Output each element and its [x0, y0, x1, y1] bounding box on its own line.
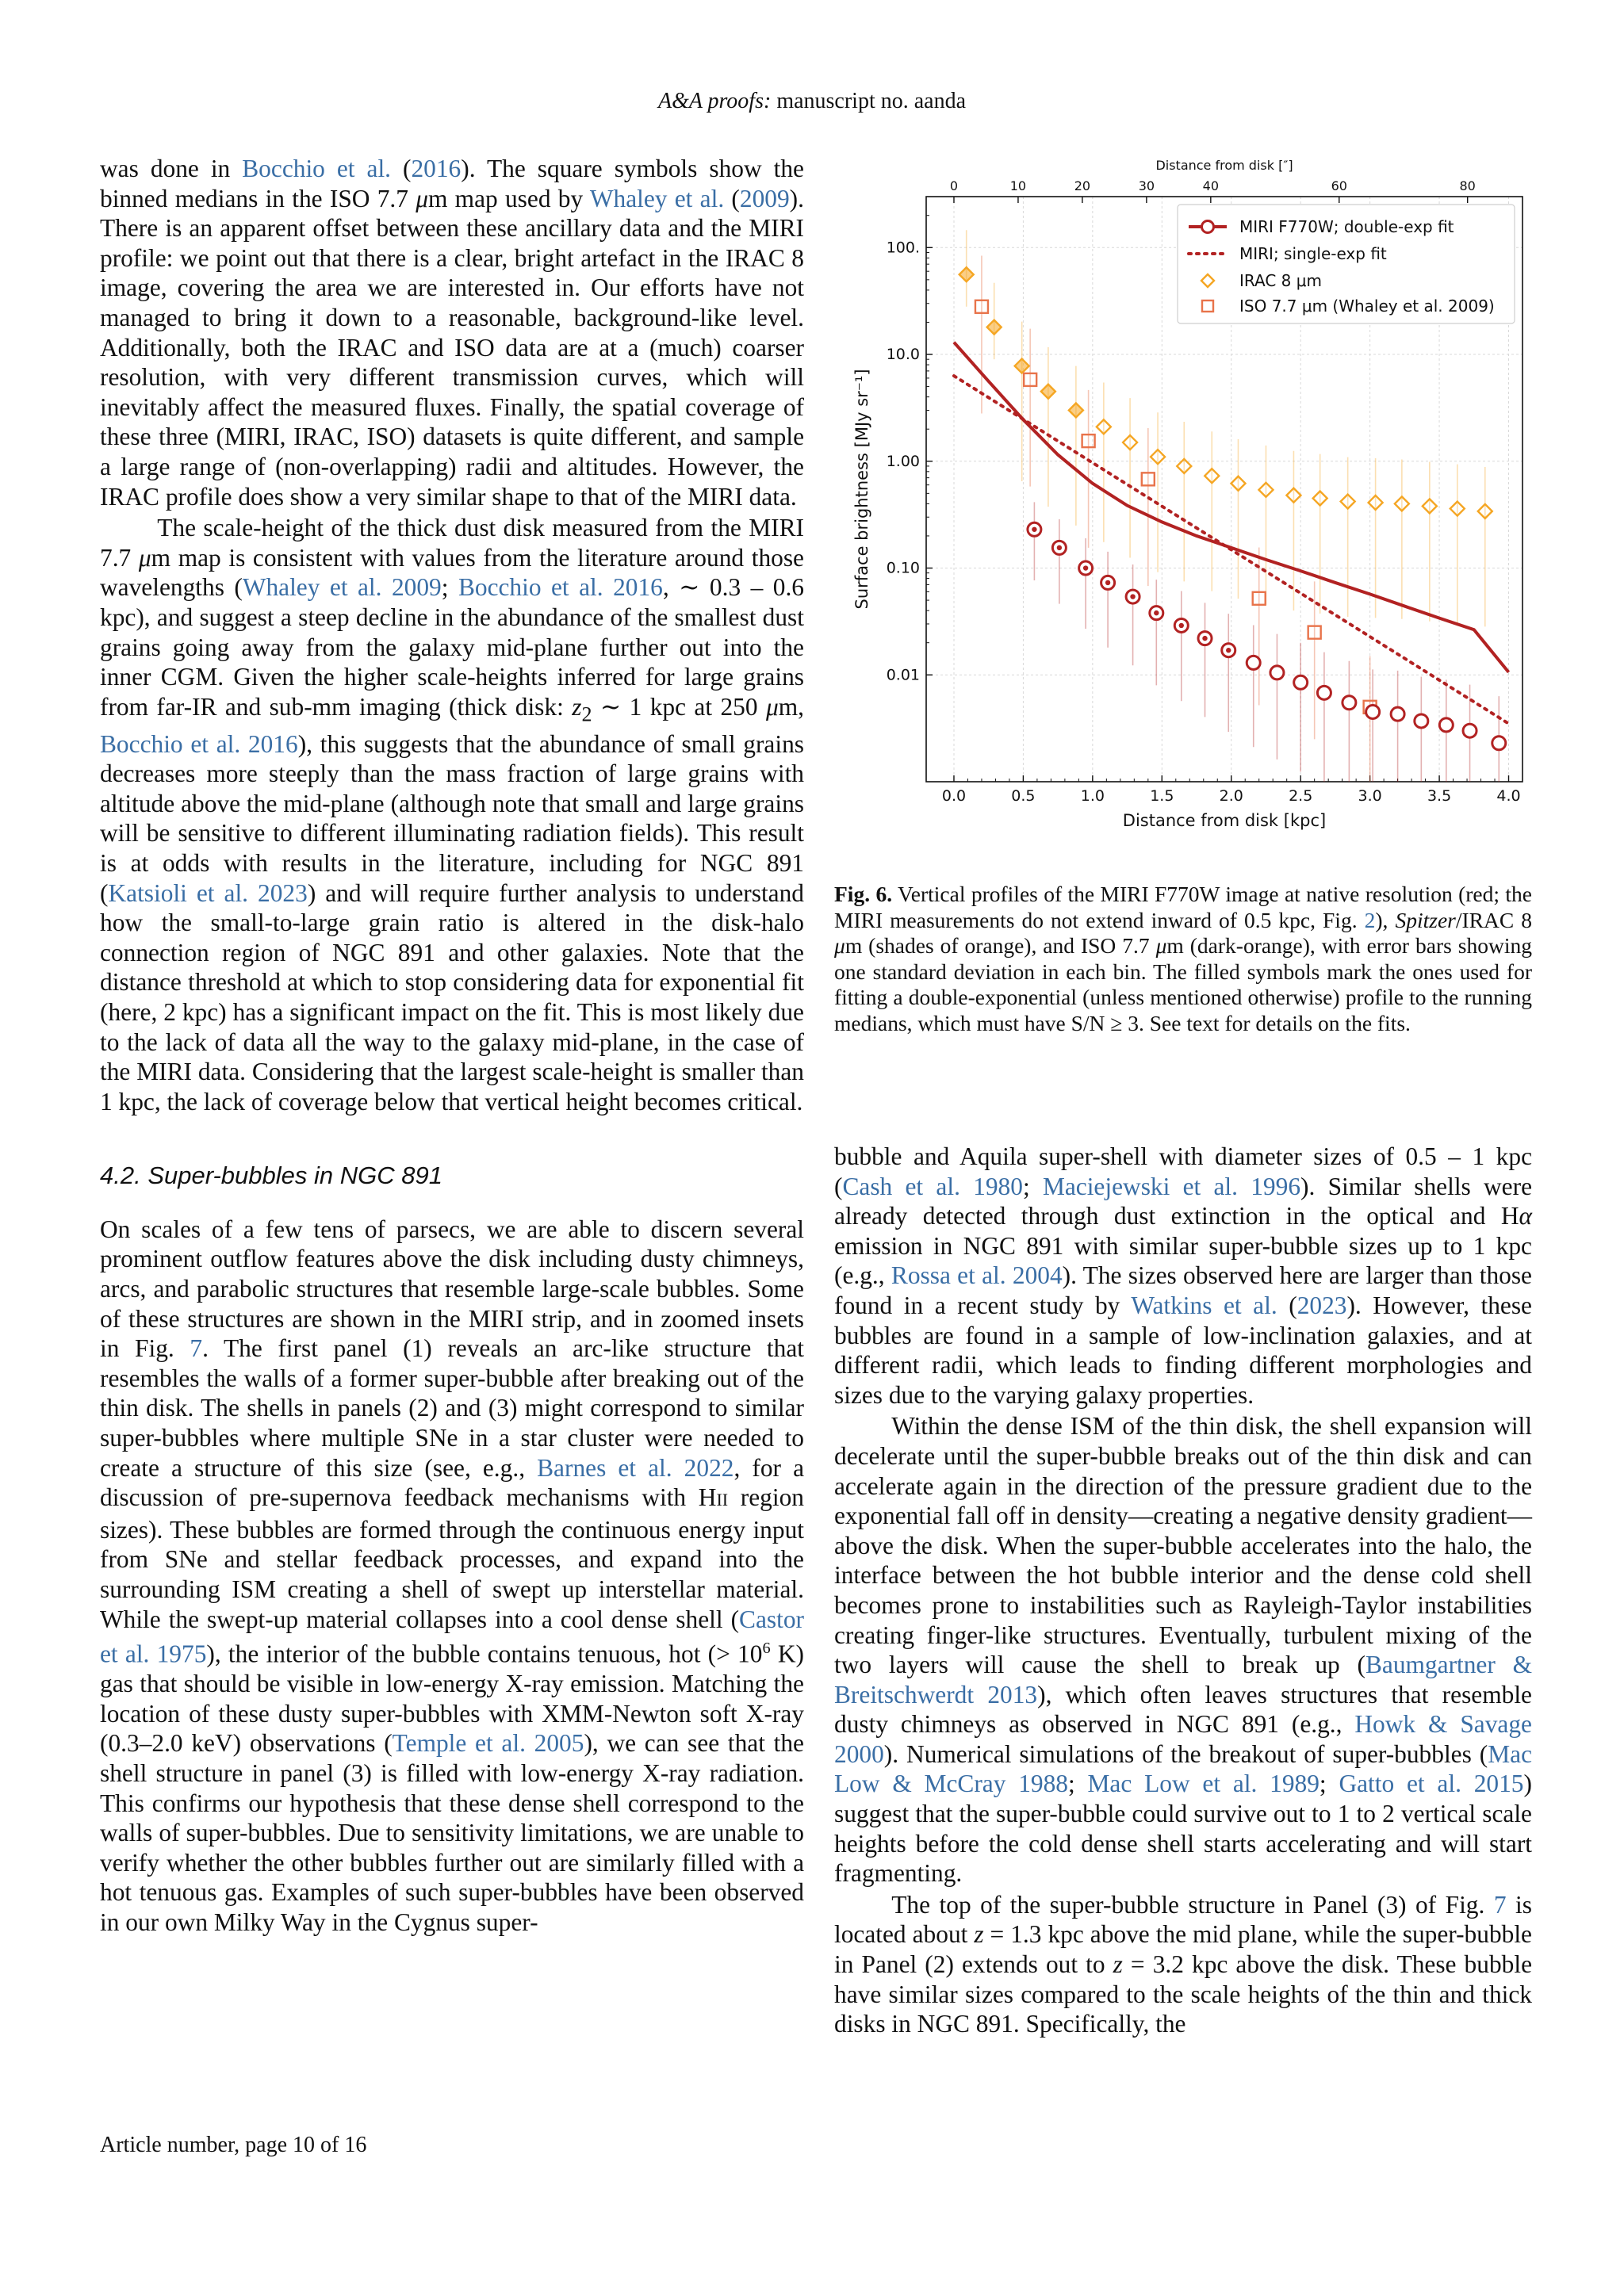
citation-link[interactable]: Bocchio et al. 2016 — [100, 729, 298, 758]
miri-point-fill — [1032, 527, 1036, 532]
paragraph: The scale-height of the thick dust disk measured from the MIRI 7.7 μm map is consistent with values from the literature around those wavelengths (Whaley et al. 2009; Bocchio et al. 2016, ∼ 0.3 – 0.6 kpc), and suggest a steep decline in the abundance of the smallest dust grains going away from the galaxy mid-plane further out into the inner CGM. Given the higher scale-heights inferred for large grains from far-IR and sub-mm imaging (thick disk: $z_2$ ∼ 1 kpc at 250 μm, Bocchio et al. 2016), this suggests that the abundance of small grains decreases more steeply than the mass fraction of large grains with altitude above the mid-plane (although note that small and large grains will be sensitive to different illuminating radiation fields). This result is at odds with results in the literature, including for NGC 891 (Katsioli et al. 2023) and will require further analysis to understand how the small-to-large grain ratio is altered in the disk-halo connection region of NGC 891 and other galaxies. Note that the distance threshold at which to stop considering data for exponential fit (here, 2 kpc) has a significant impact on the fit. This is most likely due to the lack of data all the way to the galaxy mid-plane, in the case of the MIRI data. Considering that the largest scale-height is smaller than 1 kpc, the lack of coverage below that vertical height becomes critical. — [100, 514, 805, 1115]
miri-point — [1415, 714, 1428, 728]
y-tick-label: 10.0 — [886, 346, 920, 364]
top-x-tick-label: 20 — [1074, 178, 1091, 193]
miri-point — [1463, 724, 1477, 737]
y-tick-label: 100. — [886, 239, 920, 257]
miri-point-fill — [1057, 545, 1062, 550]
citation-link[interactable]: Gatto et al. 2015 — [1339, 1770, 1524, 1798]
y-tick-label: 1.00 — [886, 452, 920, 470]
right-column — [834, 1142, 1532, 2039]
citation-link[interactable]: Temple et al. 2005 — [392, 1729, 584, 1758]
citation-link[interactable]: Baumgartner & Breitschwerdt 2013 — [834, 1651, 1532, 1709]
citation-link[interactable]: Cash et al. 1980 — [842, 1172, 1023, 1200]
legend-label: MIRI F770W; double-exp fit — [1239, 217, 1454, 236]
top-x-tick-label: 40 — [1202, 178, 1220, 193]
figure-caption: Fig. 6. Vertical profiles of the MIRI F770W image at native resolution (red; the MIRI measurements do not extend inward of 0.5 kpc, Fig. 2), Spitzer/IRAC 8 μm (shades of orange), and ISO 7.7 μm (dark-orange), with error bars showing one standard deviation in each bin. The filled symbols mark the ones used for fitting a double-exponential (unless mentioned otherwise) profile to the running medians, which must have S/N ≥ 3. See text for details on the fits. — [834, 882, 1532, 1035]
citation-link[interactable]: Maciejewski et al. 1996 — [1042, 1172, 1301, 1200]
y-tick-label: 0.10 — [886, 559, 920, 577]
top-x-tick-label: 60 — [1331, 178, 1347, 193]
x-tick-label: 2.0 — [1219, 787, 1243, 805]
citation-link[interactable]: Howk & Savage 2000 — [834, 1710, 1532, 1768]
citation-link[interactable]: Barnes et al. 2022 — [537, 1453, 734, 1482]
miri-point — [1492, 737, 1506, 750]
x-tick-label: 1.5 — [1150, 787, 1174, 805]
x-axis-label: Distance from disk [kpc] — [1122, 811, 1327, 830]
y-tick-label: 0.01 — [886, 666, 920, 684]
x-tick-label: 0.5 — [1011, 787, 1036, 805]
miri-point — [1391, 707, 1404, 721]
single-exp-fit-line — [954, 376, 1509, 724]
miri-point — [1366, 705, 1380, 718]
miri-point-fill — [1130, 594, 1135, 599]
citation-link[interactable]: Mac Low et al. 1989 — [1087, 1770, 1320, 1798]
figure-link[interactable]: 7 — [190, 1334, 203, 1363]
x-tick-label: 1.0 — [1080, 787, 1105, 805]
citation-link[interactable]: Castor et al. 1975 — [100, 1605, 804, 1668]
citation-link[interactable]: Bocchio et al. — [242, 155, 392, 182]
citation-link[interactable]: 2009 — [739, 184, 790, 212]
miri-point — [1439, 718, 1453, 732]
irac-point — [1015, 359, 1029, 373]
miri-point-fill — [1105, 580, 1110, 585]
irac-point — [1041, 385, 1055, 399]
citation-link[interactable]: Bocchio et al. 2016 — [458, 573, 663, 602]
page-footer: Article number, page 10 of 16 — [100, 2133, 367, 2157]
top-x-tick-label: 0 — [949, 178, 959, 193]
miri-point — [1342, 696, 1356, 710]
running-header: A&A proofs: manuscript no. aanda — [657, 89, 967, 113]
paragraph: bubble and Aquila super-shell with diameter sizes of 0.5 – 1 kpc (Cash et al. 1980; Maciejewski et al. 1996). Similar shells were already detected through dust extinction in the optical and Hα emission in NGC 891 with similar super-bubble sizes up to 1 kpc (e.g., Rossa et al. 2004). The sizes observed here are larger than those found in a recent study by Watkins et al. (2023). However, these bubbles are found in a sample of low-inclination galaxies, and at different radii, which leads to finding different morphologies and sizes due to the varying galaxy properties. — [834, 1142, 1533, 1409]
citation-link[interactable]: Whaley et al. — [589, 184, 725, 212]
irac-point — [987, 320, 1002, 335]
miri-point-fill — [1179, 623, 1184, 628]
y-axis-label: Surface brightness [MJy sr⁻¹] — [852, 369, 871, 610]
miri-point-fill — [1083, 565, 1088, 570]
miri-point-fill — [1154, 610, 1159, 615]
citation-link[interactable]: 2023 — [1297, 1291, 1347, 1319]
figure-link[interactable]: 7 — [1493, 1890, 1507, 1919]
miri-point-fill — [1202, 636, 1207, 641]
citation-link[interactable]: Watkins et al. — [1131, 1291, 1277, 1319]
top-x-axis-label: Distance from disk [″] — [1155, 158, 1293, 173]
section-title: 4.2. Super-bubbles in NGC 891 — [100, 1161, 442, 1190]
citation-link[interactable]: 2016 — [411, 155, 462, 182]
miri-point — [1270, 666, 1284, 679]
miri-point-fill — [1226, 648, 1231, 652]
x-tick-label: 2.5 — [1289, 787, 1313, 805]
x-tick-label: 3.5 — [1427, 787, 1452, 805]
x-tick-label: 4.0 — [1496, 787, 1521, 805]
top-x-tick-label: 30 — [1138, 178, 1155, 193]
paragraph: On scales of a few tens of parsecs, we are able to discern several prominent outflow features above the disk including dusty chimneys, arcs, and parabolic structures that resemble large-scale bubbles. Some of these structures are shown in the MIRI strip, and in zoomed insets in Fig. 7. The first panel (1) reveals an arc-like structure that resembles the walls of a former super-bubble after breaking out of the thin disk. The shells in panels (2) and (3) might correspond to similar super-bubbles where multiple SNe in a star cluster were needed to create a structure of this size (see, e.g., Barnes et al. 2022, for a discussion of pre-supernova feedback mechanisms with HII region sizes). These bubbles are formed through the continuous energy input from SNe and stellar feedback processes, and expand into the surrounding ISM creating a shell of swept up interstellar material. While the swept-up material collapses into a cool dense shell (Castor et al. 1975), the interior of the bubble contains tenuous, hot (> $10^6$ K) gas that should be visible in low-energy X-ray emission. Matching the location of these dusty super-bubbles with XMM-Newton soft X-ray (0.3–2.0 keV) observations (Temple et al. 2005), we can see that the shell structure in panel (3) is filled with low-energy X-ray radiation. This confirms our hypothesis that these dense shell correspond to the walls of super-bubbles. Due to sensitivity limitations, we are unable to verify whether the other bubbles further out are similarly filled with a hot tenuous gas. Examples of such super-bubbles have been observed in our own Milky Way in the Cygnus super- — [100, 1215, 805, 1936]
citation-link[interactable]: Whaley et al. 2009 — [242, 573, 442, 602]
citation-link[interactable]: Katsioli et al. 2023 — [108, 878, 308, 907]
x-tick-label: 3.0 — [1358, 787, 1382, 805]
miri-point — [1317, 686, 1331, 699]
miri-point — [1247, 656, 1260, 669]
irac-point — [959, 267, 974, 281]
irac-point — [1069, 403, 1083, 417]
legend-label: ISO 7.7 μm (Whaley et al. 2009) — [1239, 297, 1495, 316]
paragraph: The top of the super-bubble structure in Panel (3) of Fig. 7 is located about z = 1.3 kpc above the mid plane, while the super-bubble in Panel (2) extends out to z = 3.2 kpc above the disk. These bubble have similar sizes compared to the scale heights of the thin and thick disks in NGC 891. Specifically, the — [834, 1890, 1532, 2038]
legend-label: MIRI; single-exp fit — [1239, 244, 1387, 263]
citation-link[interactable]: Rossa et al. 2004 — [891, 1261, 1063, 1290]
x-tick-label: 0.0 — [941, 787, 967, 805]
paragraph: Within the dense ISM of the thin disk, the shell expansion will decelerate until the super-bubble breaks out of the thin disk and can accelerate again in the direction of the pressure gradient due to the exponential fall off in density—creating a negative density gradient—above the disk. When the super-bubble accelerates into the halo, the interface between the hot bubble interior and the dense cold shell becomes prone to instabilities such as Rayleigh-Taylor instabilities creating finger-like structures. Eventually, turbulent mixing of the two layers will cause the shell to break up (Baumgartner & Breitschwerdt 2013), which often leaves structures that resemble dusty chimneys as observed in NGC 891 (e.g., Howk & Savage 2000). Numerical simulations of the breakout of super-bubbles (Mac Low & McCray 1988; Mac Low et al. 1989; Gatto et al. 2015) suggest that the super-bubble could survive out to 1 to 2 vertical scale heights before the cold dense shell starts accelerating and will start fragmenting. — [834, 1412, 1532, 1888]
paragraph: was done in Bocchio et al. (2016). The square symbols show the binned medians in the ISO 7.7 μm map used by Whaley et al. (2009). There is an apparent offset between these ancillary data and the MIRI profile: we point out that there is a clear, bright artefact in the IRAC 8 image, covering the area we are interested in. Our efforts have not managed to bring it down to a reasonable, background-like level. Additionally, both the IRAC and ISO data are at a (much) coarser resolution, with very different transmission curves, which will inevitably affect the measured fluxes. Finally, the spatial coverage of these three (MIRI, IRAC, ISO) datasets is quite different, and sample a large range of (non-overlapping) radii and altitudes. However, the IRAC profile does show a very similar shape to that of the MIRI data. — [100, 155, 804, 511]
figure-6-chart — [841, 155, 1530, 869]
citation-link[interactable]: Mac Low & McCray 1988 — [834, 1739, 1532, 1798]
figure-link[interactable]: 2 — [1364, 907, 1376, 932]
top-x-tick-label: 80 — [1459, 178, 1476, 193]
top-x-tick-label: 10 — [1009, 178, 1027, 193]
legend-marker-miri — [1202, 221, 1214, 233]
miri-point — [1294, 675, 1308, 689]
legend-label: IRAC 8 μm — [1239, 271, 1322, 290]
left-column — [100, 154, 804, 1938]
